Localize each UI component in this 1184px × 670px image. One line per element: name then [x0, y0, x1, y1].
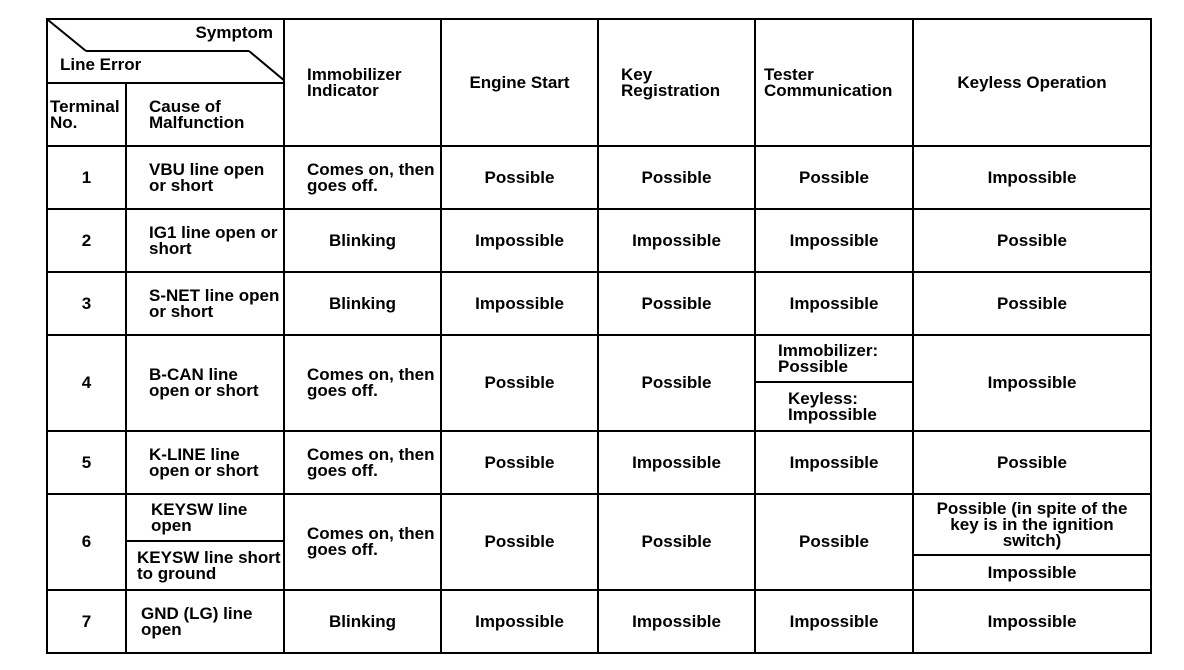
keyless-cell: Possible: [913, 431, 1151, 494]
header-immobilizer: Immobilizer Indicator: [284, 19, 441, 146]
keyless-cell: Impossible: [913, 146, 1151, 209]
keyless-cell: Impossible: [913, 590, 1151, 653]
cause-cell: S-NET line open or short: [126, 272, 284, 335]
cause-cell: VBU line open or short: [126, 146, 284, 209]
terminal-no: 4: [47, 335, 126, 431]
keyless-possible-note: Possible (in spite of the key is in the ignition switch): [936, 498, 1128, 550]
key-reg-cell: Possible: [598, 146, 755, 209]
tester-cell: Possible: [755, 494, 913, 590]
engine-cell: Possible: [441, 146, 598, 209]
key-reg-cell: Possible: [598, 335, 755, 431]
engine-cell: Impossible: [441, 590, 598, 653]
line-error-label: Line Error: [60, 55, 142, 74]
terminal-no: 6: [47, 494, 126, 590]
keyless-impossible: Impossible: [914, 554, 1150, 589]
cause-cell: IG1 line open or short: [126, 209, 284, 272]
tester-keyless: Keyless: Impossible: [756, 381, 912, 430]
key-reg-cell: Possible: [598, 272, 755, 335]
immobilizer-cell: Blinking: [284, 590, 441, 653]
table-row: [47, 146, 1151, 209]
tester-cell: Possible: [755, 146, 913, 209]
cause-split-cell: [126, 494, 284, 590]
header-tester-communication: Tester Communication: [755, 19, 913, 146]
tester-split-cell: [755, 335, 913, 431]
table-row: [47, 209, 1151, 272]
immobilizer-cell: Blinking: [284, 272, 441, 335]
cause-cell: B-CAN line open or short: [126, 335, 284, 431]
line-error-table: [46, 18, 1152, 654]
key-reg-cell: Impossible: [598, 431, 755, 494]
terminal-no: 5: [47, 431, 126, 494]
header-key-registration: Key Registration: [598, 19, 755, 146]
engine-cell: Possible: [441, 494, 598, 590]
immobilizer-cell: Comes on, then goes off.: [284, 431, 441, 494]
immobilizer-cell: Comes on, then goes off.: [284, 335, 441, 431]
key-reg-cell: Impossible: [598, 209, 755, 272]
keyless-cell: Possible: [913, 209, 1151, 272]
engine-cell: Possible: [441, 335, 598, 431]
engine-cell: Possible: [441, 431, 598, 494]
header-terminal-no: Terminal No.: [47, 83, 126, 146]
key-reg-cell: Possible: [598, 494, 755, 590]
table-row: [47, 590, 1151, 653]
keyless-split-cell: [913, 494, 1151, 590]
header-keyless-operation: Keyless Operation: [913, 19, 1151, 146]
tester-cell: Impossible: [755, 272, 913, 335]
terminal-no: 7: [47, 590, 126, 653]
tester-cell: Impossible: [755, 590, 913, 653]
immobilizer-cell: Comes on, then goes off.: [284, 494, 441, 590]
table-row: [47, 431, 1151, 494]
cause-keysw-open: KEYSW line open: [151, 499, 248, 535]
keyless-cell: Impossible: [913, 335, 1151, 431]
tester-cell: Impossible: [755, 209, 913, 272]
table-row: [47, 494, 1151, 590]
tester-immobilizer: Immobilizer: Possible: [778, 340, 879, 376]
tester-cell: Impossible: [755, 431, 913, 494]
header-cause: Cause of Malfunction: [126, 83, 284, 146]
terminal-no: 3: [47, 272, 126, 335]
cause-keysw-short: KEYSW line short to ground: [127, 540, 283, 589]
table-row: [47, 335, 1151, 431]
corner-header: [47, 19, 284, 83]
immobilizer-cell: Comes on, then goes off.: [284, 146, 441, 209]
engine-cell: Impossible: [441, 272, 598, 335]
cause-cell: GND (LG) line open: [126, 590, 284, 653]
key-reg-cell: Impossible: [598, 590, 755, 653]
engine-cell: Impossible: [441, 209, 598, 272]
terminal-no: 1: [47, 146, 126, 209]
cause-cell: K-LINE line open or short: [126, 431, 284, 494]
terminal-no: 2: [47, 209, 126, 272]
table-row: [47, 272, 1151, 335]
header-engine-start: Engine Start: [441, 19, 598, 146]
symptom-label: Symptom: [195, 23, 273, 42]
immobilizer-cell: Blinking: [284, 209, 441, 272]
keyless-cell: Possible: [913, 272, 1151, 335]
